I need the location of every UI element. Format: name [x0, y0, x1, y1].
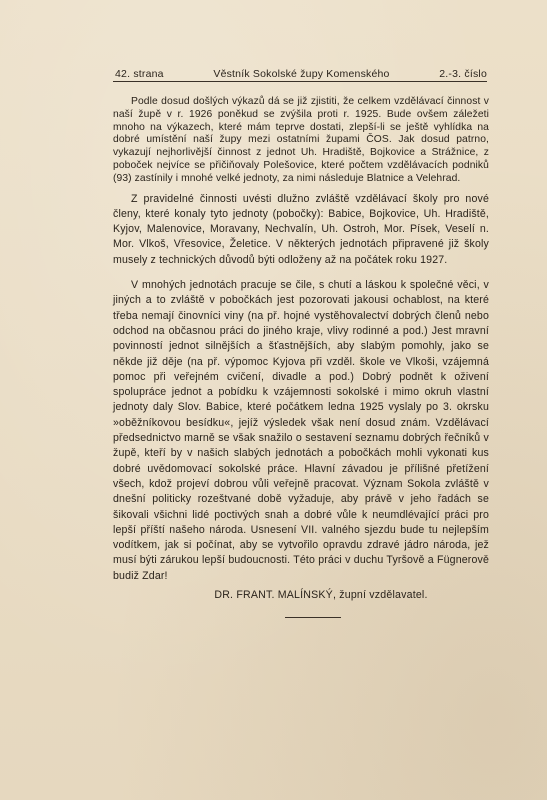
article-body	[113, 96, 489, 618]
issue-number: 2.-3. číslo	[439, 68, 487, 80]
journal-title: Věstník Sokolské župy Komenského	[213, 68, 390, 80]
header-divider	[113, 81, 487, 82]
paragraph-activity-report: Podle dosud došlých výkazů dá se již zjistiti, že celkem vzdělávací činnost v naší župě v r. 1926 poněkud se zvýšila proti r. 1925. Bude ovšem záležeti mnoho na výkazech, které mám teprve dostati, zlepší-li se ještě vyhlídka na dobré umístění naší župy mezi ostatními župami ČOS. Jak dosud patrno, vykazují nejhorlivější činnost z jednot Uh. Hradiště, Bojkovice a Strážnice, z poboček nejvíce se přičiňovaly Polešovice, které počtem vzdělávacích podniků (93) zastínily i mnohé velké jednoty, za nimi následuje Blatnice a Velehrad.	[113, 96, 489, 184]
page-number: 42. strana	[115, 68, 164, 80]
author-signature: DR. FRANT. MALÍNSKÝ, župní vzdělavatel.	[214, 589, 428, 601]
running-header	[115, 62, 487, 80]
paragraph-education-schools: Z pravidelné činnosti uvésti dlužno zvláště vzdělávací školy pro nové členy, které konaly tyto jednoty (pobočky): Babice, Bojkovice, Uh. Hradiště, Kyjov, Malenovice, Moravany, Nechvalín, Uh. Ostroh, Mor. Písek, Veselí n. Mor. Vlkoš, Vřesovice, Želetice. V některých jednotách připravené již školy musely z technických důvodů býti odloženy až na počátek roku 1927.	[113, 192, 489, 266]
paragraph-cooperation: V mnohých jednotách pracuje se čile, s chutí a láskou k společné věci, v jiných a to zvláště v pobočkách jest pozorovati jakousi ochablost, na které třeba nemají činovníci viny (na př. hojné vystěhovalectví dobrých členů nebo odchod na občasnou práci do jiného kraje, vlivy rodinné a pod.) Jest mravní povinností jednot silnějších a šťastnějších, aby slabým pomohly, jako se někde již děje (na př. výpomoc Kyjova při vzděl. škole ve Vlkoši, vzájemná pomoc při veřejném cvičení, divadle a pod.) Dobrý podnět k oživení spolupráce jednot a pobídku k vzájemnosti sokolské i mimo okruh vlastní jednoty daly Slov. Babice, které počátkem ledna 1925 vyslaly po 3. okrsku »oběžníkovou besídku«, jejíž výsledek však není dosud znám. Vzdělávací předsednictvo marně se však snažilo o sestavení seznamu dobrých řečníků v župě, kteří by v našich slabých jednotách a pobočkách mohli vykonati kus dobré uvědomovací sokolské práce. Hlavní závadou je přílišné přetížení všech, kdož projeví dobrou vůli veřejně pracovat. Význam Sokola zvláště v dnešní politicky rozeštvané době vyžaduje, aby právě v jeho řadách se šikovali všichni lidé poctivých snah a dobré vůle k neumdlévající práci pro lepší příští našeho národa. Usnesení VII. valného sjezdu bude tu nejlepším vodítkem, jak si počínat, aby se vytvořilo opravdu zdravé jádro národa, jež musí býti zárukou lepší budoucnosti. Této práci v duchu Tyršově a Fügnerově budiž Zdar!	[113, 279, 489, 582]
closing-rule	[285, 617, 341, 618]
